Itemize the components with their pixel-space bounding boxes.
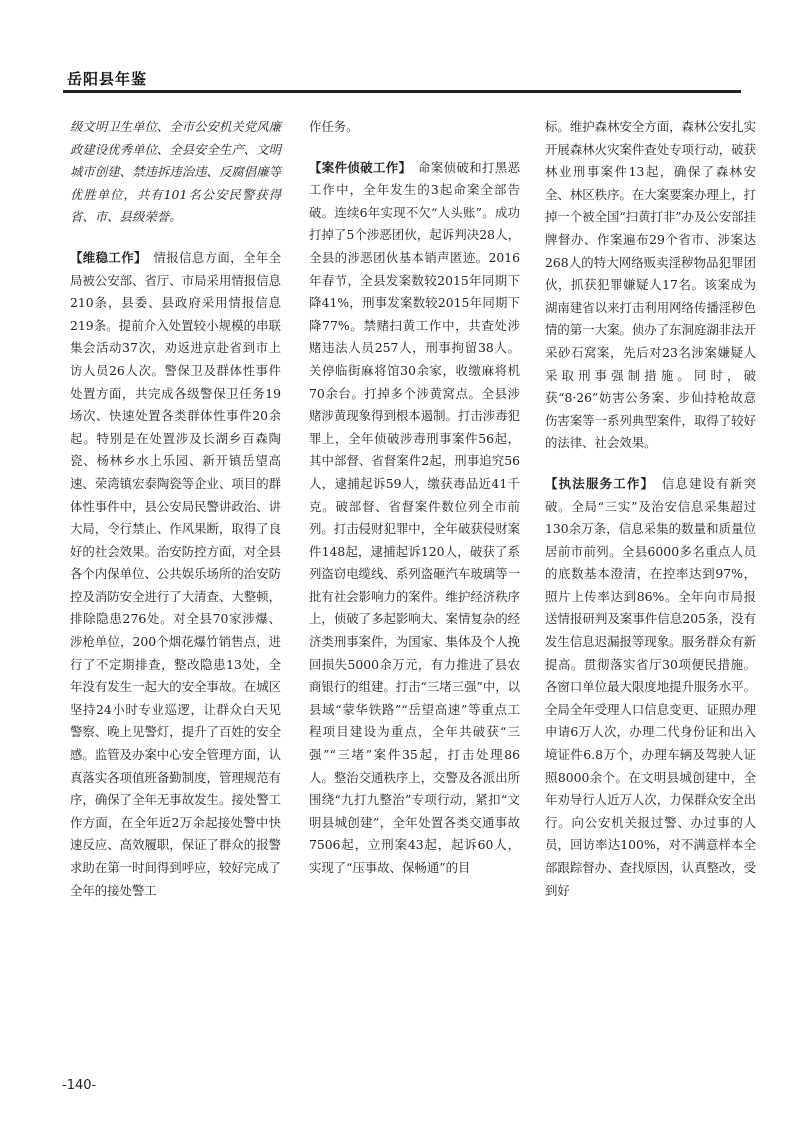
honors-paragraph: 级文明卫生单位、全市公安机关党风廉政建设优秀单位、全县安全生产、文明城市创建、禁违拆违治违、反腐倡廉等优胜单位，共有101名公安民警获得省、市、县级荣誉。 — [70, 119, 281, 225]
stability-work-body: 情报信息方面，全年全局被公安部、省厅、市局采用情报信息210条，县委、县政府采用情报信息219条。提前介入处置较小规模的串联集会活动37次，劝返进京赴省到市上访人员26人次。警保卫及群体性事件处置方面，共完成各级警保卫任务19场次、快速处置各类群体性事件20余起。特别是在处置涉及长湖乡百森陶瓷、杨林乡水上乐园、新开镇岳望高速、荣湾镇宏泰陶瓷等企业、项目的群体性事件中，县公安局民警讲政治、讲大局，令行禁止、作风果断，取得了良好的社会效果。治安防控方面，对全县各个内保单位、公共娱乐场所的治安防控及消防安全进行了大清查、大整顿，排除隐患276处。对全县70家涉爆、涉枪单位，200个烟花爆竹销售点，进行了不定期排查，整改隐患13处，全年没有发生一起大的安全事故。在城区坚持24小时专业巡逻，让群众白天见警察、晚上见警灯，提升了百姓的安全感。监管及办案中心安全管理方面，认真落实各项值班备勤制度，管理规范有序，确保了全年无事故发生。接处警工作方面，在全年近2万余起接处警中快速反应、高效履职，保证了群众的报警求助在第一时间得到呼应，较好完成了全年的接处警工 — [70, 249, 282, 898]
law-enforcement-service-body: 信息建设有新突破。全局“三实”及治安信息采集超过130余万条，信息采集的数量和质量位居前市前列。全县6000多名重点人员的底数基本澄清，在控率达到97%，照片上传率达到86%。全年向市局报送情报研判及案事件信息205条，没有发生信息迟漏报等现象。服务群众有新提高。贯彻落实省厅30项便民措施。各窗口单位最大限度地提升服务水平。全局全年受理人口信息变更、证照办理申请6万人次，办理二代身份证和出入境证件6.8万个，办理车辆及驾驶人证照8000余个。在文明县城创建中，全年劝导行人近万人次，力保群众安全出行。向公安机关报过警、办过事的人员，回访率达100%，对不满意样本全部跟踪督办、查找原因，认真整改，受到好 — [545, 475, 757, 898]
page-number: -140- — [62, 1078, 97, 1093]
text-column-2 — [309, 116, 520, 880]
text-column-3 — [545, 116, 756, 902]
paragraph-gap — [309, 139, 520, 157]
text-column-1 — [70, 116, 281, 902]
section-heading-stability: 【维稳工作】 — [70, 249, 147, 265]
continued-paragraph: 作任务。 — [309, 119, 359, 134]
header-rule — [63, 90, 741, 93]
paragraph-gap — [70, 229, 281, 247]
case-solving-paragraph — [309, 157, 520, 880]
paragraph-gap — [545, 455, 756, 473]
law-enforcement-service-paragraph — [545, 473, 756, 902]
stability-work-paragraph — [70, 247, 281, 902]
case-solving-body: 命案侦破和打黑恶工作中，全年发生的3起命案全部告破。连续6年实现不欠“人头账”。成功打掉了5个涉恶团伙，起诉判决28人，全县的涉恶团伙基本销声匿迹。2016年春节，全县发案数较2015年同期下降41%，刑事发案数较2015年同期下降77%。禁赌扫黄工作中，共查处涉赌违法人员257人，刑事拘留38人。关停临街麻将馆30余家，收缴麻将机70余台。打掉多个涉黄窝点。全县涉赌涉黄现象得到根本遏制。打击涉毒犯罪上，全年侦破涉毒刑事案件56起，其中部督、省督案件2起，刑事追究56人，逮捕起诉59人，缴获毒品近41千克。破部督、省督案件数位列全市前列。打击侵财犯罪中，全年破获侵财案件148起，逮捕起诉120人，破获了系列盗窃电缆线、系列盗砸汽车玻璃等一批有社会影响力的案件。维护经济秩序上，侦破了多起影响大、案情复杂的经济类刑事案件，为国家、集体及个人挽回损失5000余万元，有力推进了县农商银行的组建。打击“三堵三强”中，以县域“蒙华铁路”“岳望高速”等重点工程项目建设为重点，全年共破获“三强”“三堵”案件35起，打击处理86人。整治交通秩序上，交警及各派出所围绕“九打九整治”专项行动，紧扣“文明县城创建”，全年处置各类交通事故7506起，立刑案43起，起诉60人，实现了“压事故、保畅通”的目 — [309, 159, 521, 875]
continued-paragraph: 标。维护森林安全方面，森林公安扎实开展森林火灾案件查处专项行动，破获林业刑事案件13起，确保了森林安全、林区秩序。在大案要案办理上，打掉一个被全国“扫黄打非”办及公安部挂牌督办、作案遍布29个省市、涉案达268人的特大网络贩卖淫秽物品犯罪团伙，抓获犯罪嫌疑人17名。该案成为湖南建省以来打击利用网络传播淫秽色情的第一大案。侦办了东洞庭湖非法开采砂石窝案，先后对23名涉案嫌疑人采取刑事强制措施。同时，破获“8·26”妨害公务案、步仙持枪故意伤害案等一系列典型案件，取得了较好的法律、社会效果。 — [545, 119, 756, 451]
section-heading-case-solving: 【案件侦破工作】 — [309, 159, 412, 175]
section-heading-law-enforcement: 【执法服务工作】 — [545, 475, 655, 491]
running-header: 岳阳县年鉴 — [67, 70, 148, 88]
